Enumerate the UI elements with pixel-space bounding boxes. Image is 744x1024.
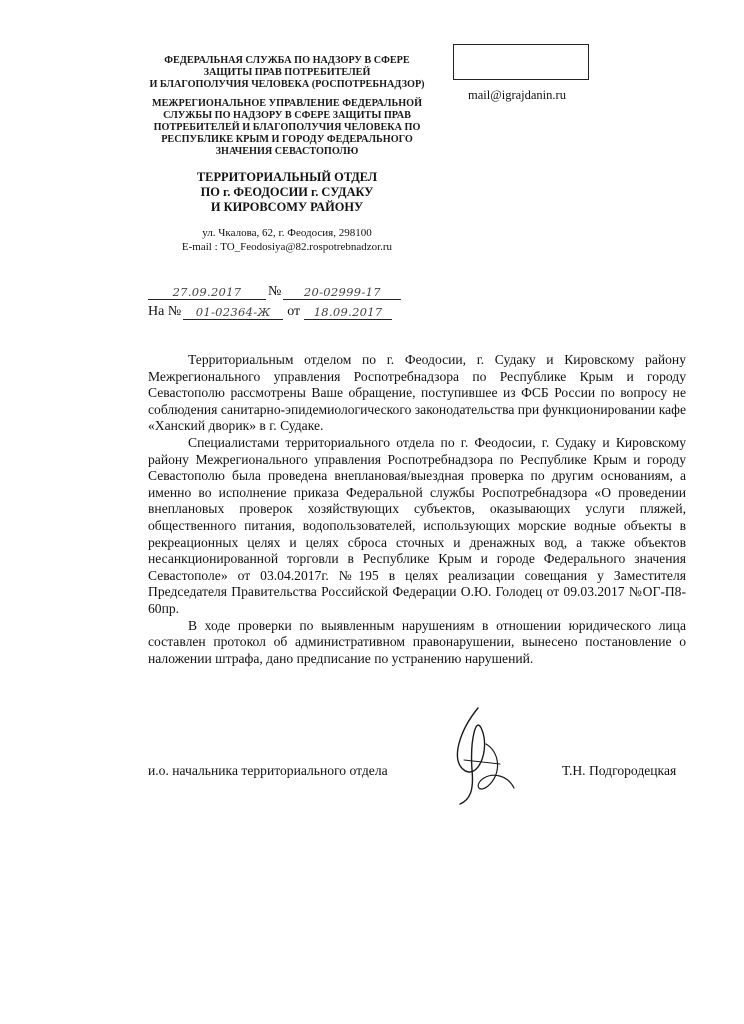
outgoing-number: 20-02999-17 bbox=[283, 285, 401, 300]
department-title bbox=[148, 170, 426, 215]
regional-header bbox=[148, 98, 426, 158]
department-line: ПО г. ФЕОДОСИИ г. СУДАКУ bbox=[200, 185, 374, 199]
department-line: ТЕРРИТОРИАЛЬНЫЙ ОТДЕЛ bbox=[196, 170, 378, 184]
signatory-name: Т.Н. Подгородецкая bbox=[562, 763, 677, 778]
agency-line: И БЛАГОПОЛУЧИЯ ЧЕЛОВЕКА (РОСПОТРЕБНАДЗОР) bbox=[149, 79, 425, 90]
regional-line: МЕЖРЕГИОНАЛЬНОЕ УПРАВЛЕНИЕ ФЕДЕРАЛЬНОЙ bbox=[151, 98, 422, 109]
recipient-email: mail@igrajdanin.ru bbox=[468, 88, 566, 102]
regional-line: ЗНАЧЕНИЯ СЕВАСТОПОЛЮ bbox=[215, 146, 359, 157]
reference-prefix: На № bbox=[148, 304, 182, 319]
postal-address: ул. Чкалова, 62, г. Феодосия, 298100 bbox=[202, 227, 372, 239]
letter-body bbox=[148, 352, 686, 667]
signatory-position: и.о. начальника территориального отдела bbox=[148, 763, 388, 778]
body-paragraph: Территориальным отделом по г. Феодосии, г. Судаку и Кировскому району Межрегионального управления Роспотребнадзора по Республике Крым и городу Севастополю рассмотрены Ваше обращение, поступившее из ФСБ России по вопросу не соблюдения санитарно-эпидемиологического законодательства при функционировании кафе «Ханский дворик» в г. Судаке. bbox=[148, 352, 686, 434]
body-paragraph: В ходе проверки по выявленным нарушениям в отношении юридического лица составлен протокол об административном правонарушении, вынесено постановление о наложении штрафа, дано предписание по устранению нарушений. bbox=[148, 617, 686, 666]
handwritten-signature bbox=[430, 700, 530, 810]
reference-date: 18.09.2017 bbox=[304, 305, 392, 320]
reference-number: 01-02364-Ж bbox=[183, 305, 283, 320]
regional-line: РЕСПУБЛИКЕ КРЫМ И ГОРОДУ ФЕДЕРАЛЬНОГО bbox=[161, 134, 413, 145]
reference-registration bbox=[148, 304, 392, 320]
body-paragraph: Специалистами территориального отдела по г. Феодосии, г. Судаку и Кировскому району Межрегионального управления Роспотребнадзора по Республике Крым и городу Севастополю была проведена внеплановая/выездная проверка по другим основаниям, а именно во исполнение приказа Федеральной службы Роспотребнадзора «О проведении внеплановых проверок хозяйствующих субъектов, оказывающих услуги пляжей, общественного питания, водопользователей, использующих морские водные объекты в рекреационных целях и целях сброса сточных и дренажных вод, а также объектов несанкционированной торговли в Республике Крым и городе Федерального значения Севастополе» от 03.04.2017г. №195 в целях реализации совещания у Заместителя Председателя Правительства Российской Федерации О.Ю. Голодец от 09.03.2017 №ОГ-П8-60пр. bbox=[148, 434, 686, 616]
regional-line: ПОТРЕБИТЕЛЕЙ И БЛАГОПОЛУЧИЯ ЧЕЛОВЕКА ПО bbox=[153, 122, 421, 133]
outgoing-registration bbox=[148, 284, 401, 300]
number-sign: № bbox=[268, 284, 282, 299]
agency-header bbox=[148, 55, 426, 91]
redacted-recipient-box bbox=[453, 44, 589, 80]
reference-from: от bbox=[287, 304, 301, 319]
agency-line: ФЕДЕРАЛЬНАЯ СЛУЖБА ПО НАДЗОРУ В СФЕРЕ bbox=[164, 55, 410, 66]
regional-line: СЛУЖБЫ ПО НАДЗОРУ В СФЕРЕ ЗАЩИТЫ ПРАВ bbox=[163, 110, 411, 121]
address-block bbox=[148, 226, 426, 254]
department-line: И КИРОВСОМУ РАЙОНУ bbox=[210, 200, 364, 214]
agency-line: ЗАЩИТЫ ПРАВ ПОТРЕБИТЕЛЕЙ bbox=[203, 67, 371, 78]
department-email: E-mail : TO_Feodosiya@82.rospotrebnadzor.ru bbox=[181, 241, 393, 253]
outgoing-date: 27.09.2017 bbox=[148, 285, 266, 300]
